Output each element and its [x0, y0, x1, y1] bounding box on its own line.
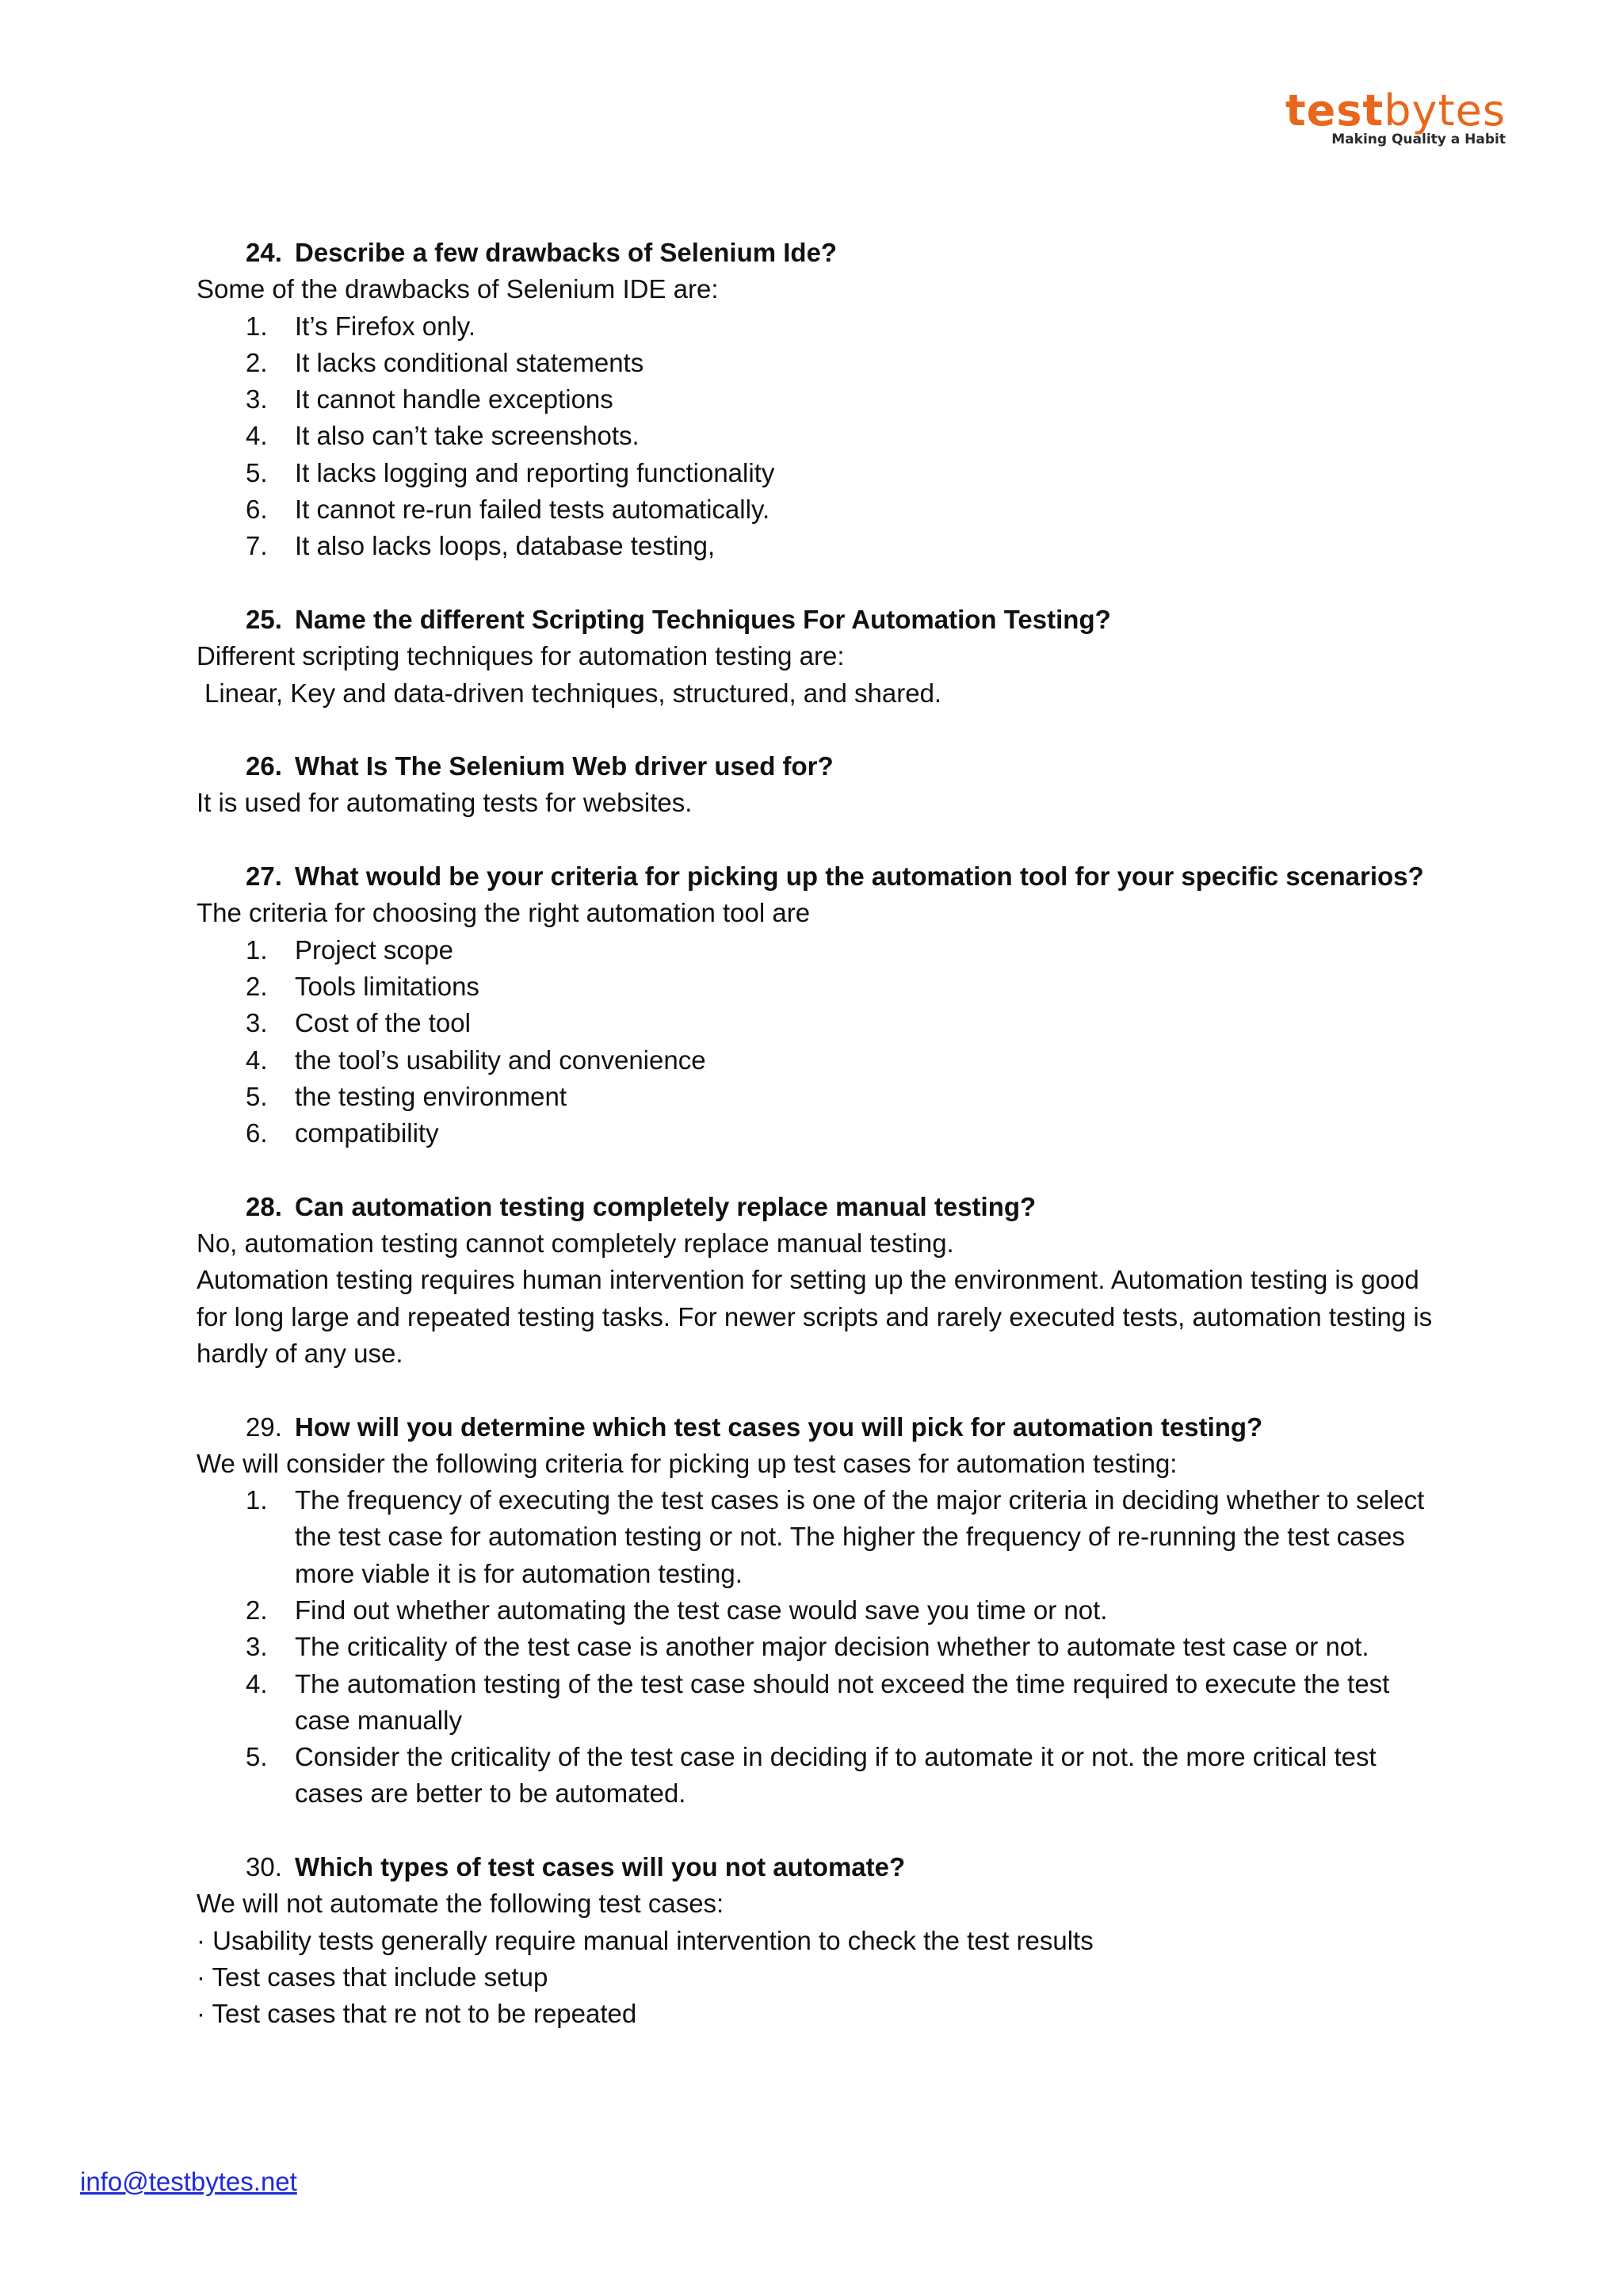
- question-text: Which types of test cases will you not automate?: [295, 1852, 906, 1882]
- question-number: 26.: [246, 751, 282, 781]
- question-section-25: [197, 602, 1433, 712]
- question-heading: [197, 1189, 1433, 1225]
- list-item: [197, 491, 1433, 528]
- list-item-text: Find out whether automating the test case would save you time or not.: [295, 1595, 1108, 1625]
- list-item: [197, 308, 1433, 345]
- question-section-27: [197, 858, 1433, 1152]
- list-item: [197, 968, 1433, 1005]
- question-text: Can automation testing completely replace manual testing?: [295, 1191, 1037, 1221]
- list-item: [197, 1592, 1433, 1629]
- list-item-text: The criticality of the test case is another major decision whether to automate test case or not.: [295, 1632, 1369, 1662]
- list-item: [197, 1115, 1433, 1152]
- question-section-24: [197, 235, 1433, 565]
- list-number: 3.: [246, 1008, 268, 1038]
- list-item-text: It lacks logging and reporting functionality: [295, 457, 775, 487]
- footer-email-link[interactable]: info@testbytes.net: [80, 2167, 297, 2196]
- question-heading: [197, 1409, 1433, 1446]
- answer-paragraph: Linear, Key and data-driven techniques, structured, and shared.: [204, 678, 942, 708]
- list-number: 6.: [246, 1118, 268, 1148]
- question-text: Describe a few drawbacks of Selenium Ide?: [295, 238, 838, 267]
- list-number: 2.: [246, 347, 268, 377]
- document-body: [197, 235, 1433, 2069]
- list-item: [197, 932, 1433, 968]
- question-number: 25.: [246, 604, 282, 634]
- answer-paragraph: No, automation testing cannot completely replace manual testing.: [197, 1228, 954, 1259]
- question-text: How will you determine which test cases you will pick for automation testing?: [295, 1412, 1263, 1442]
- question-number: 28.: [246, 1191, 282, 1221]
- list-number: 1.: [246, 1485, 268, 1515]
- list-number: 2.: [246, 1595, 268, 1625]
- list-item-text: It’s Firefox only.: [295, 311, 476, 341]
- list-number: 7.: [246, 531, 268, 561]
- list-item: [197, 418, 1433, 454]
- list-item-text: the testing environment: [295, 1081, 567, 1111]
- logo-wordmark: [1285, 87, 1506, 135]
- question-heading: [197, 858, 1433, 895]
- list-number: 5.: [246, 457, 268, 487]
- list-number: 5.: [246, 1742, 268, 1772]
- testbytes-logo: [1285, 87, 1506, 147]
- answer-intro: The criteria for choosing the right automation tool are: [197, 898, 811, 928]
- list-item: [197, 1079, 1433, 1115]
- list-number: 3.: [246, 384, 268, 415]
- list-number: 5.: [246, 1081, 268, 1111]
- list-item: [197, 1482, 1433, 1592]
- question-number: 27.: [246, 861, 282, 892]
- answer-list: [197, 1482, 1433, 1813]
- list-number: 1.: [246, 934, 268, 965]
- list-item: [197, 528, 1433, 564]
- question-number: 29.: [246, 1412, 282, 1442]
- list-item-text: the tool’s usability and convenience: [295, 1045, 706, 1075]
- answer-paragraph: Different scripting techniques for automation testing are:: [197, 641, 845, 671]
- answer-intro: We will not automate the following test cases:: [197, 1889, 724, 1919]
- logo-light-part: bytes: [1384, 86, 1506, 136]
- list-item-text: Cost of the tool: [295, 1008, 471, 1038]
- list-item-text: compatibility: [295, 1118, 439, 1148]
- question-heading: [197, 1849, 1433, 1885]
- list-item-text: It cannot handle exceptions: [295, 384, 613, 415]
- bullet-item: · Test cases that re not to be repeated: [197, 1999, 637, 2029]
- answer-list: [197, 932, 1433, 1152]
- answer-intro: We will consider the following criteria for picking up test cases for automation testing:: [197, 1448, 1178, 1478]
- question-section-28: [197, 1189, 1433, 1372]
- list-item-text: The automation testing of the test case should not exceed the time required to execute the test case manually: [295, 1668, 1390, 1735]
- question-heading: [197, 748, 1433, 785]
- list-item-text: It cannot re-run failed tests automatically.: [295, 495, 770, 525]
- list-item-text: It also can’t take screenshots.: [295, 421, 640, 451]
- list-item: [197, 345, 1433, 381]
- question-section-26: [197, 748, 1433, 822]
- list-item: [197, 1739, 1433, 1813]
- logo-bold-part: test: [1285, 86, 1384, 136]
- list-item-text: Consider the criticality of the test case in deciding if to automate it or not. the more critical test cases are better to be automated.: [295, 1742, 1377, 1809]
- answer-intro: Some of the drawbacks of Selenium IDE are:: [197, 274, 719, 304]
- question-text: What Is The Selenium Web driver used for?: [295, 751, 834, 781]
- list-item-text: It also lacks loops, database testing,: [295, 531, 716, 561]
- list-item-text: It lacks conditional statements: [295, 347, 644, 377]
- list-number: 4.: [246, 421, 268, 451]
- answer-paragraph: Automation testing requires human intervention for setting up the environment. Automation testing is good for long large and repeated testing tasks. For newer scripts and rarely executed tests, automation testing is hardly of any use.: [197, 1265, 1433, 1368]
- list-item: [197, 381, 1433, 418]
- list-item: [197, 1042, 1433, 1079]
- question-heading: [197, 602, 1433, 638]
- question-number: 30.: [246, 1852, 282, 1882]
- bullet-item: · Test cases that include setup: [197, 1962, 548, 1992]
- question-text: What would be your criteria for picking up the automation tool for your specific scenarios?: [295, 861, 1424, 892]
- list-item: [197, 455, 1433, 491]
- list-item-text: Project scope: [295, 934, 453, 965]
- list-item-text: The frequency of executing the test cases is one of the major criteria in deciding whether to select the test case for automation testing or not. The higher the frequency of re-running the test cases more viable it is for automation testing.: [295, 1485, 1425, 1588]
- list-item-text: Tools limitations: [295, 971, 479, 1001]
- answer-paragraph: It is used for automating tests for websites.: [197, 788, 693, 818]
- logo-tagline: Making Quality a Habit: [1331, 132, 1506, 147]
- answer-list: [197, 308, 1433, 565]
- question-text: Name the different Scripting Techniques For Automation Testing?: [295, 604, 1111, 634]
- question-heading: [197, 235, 1433, 271]
- list-item: [197, 1666, 1433, 1740]
- list-number: 2.: [246, 971, 268, 1001]
- list-number: 4.: [246, 1045, 268, 1075]
- question-section-30: [197, 1849, 1433, 2032]
- list-number: 3.: [246, 1632, 268, 1662]
- question-number: 24.: [246, 238, 282, 267]
- list-item: [197, 1005, 1433, 1041]
- list-number: 6.: [246, 495, 268, 525]
- bullet-item: · Usability tests generally require manual intervention to check the test results: [197, 1925, 1094, 1955]
- question-section-29: [197, 1409, 1433, 1813]
- list-number: 4.: [246, 1668, 268, 1698]
- list-number: 1.: [246, 311, 268, 341]
- list-item: [197, 1629, 1433, 1665]
